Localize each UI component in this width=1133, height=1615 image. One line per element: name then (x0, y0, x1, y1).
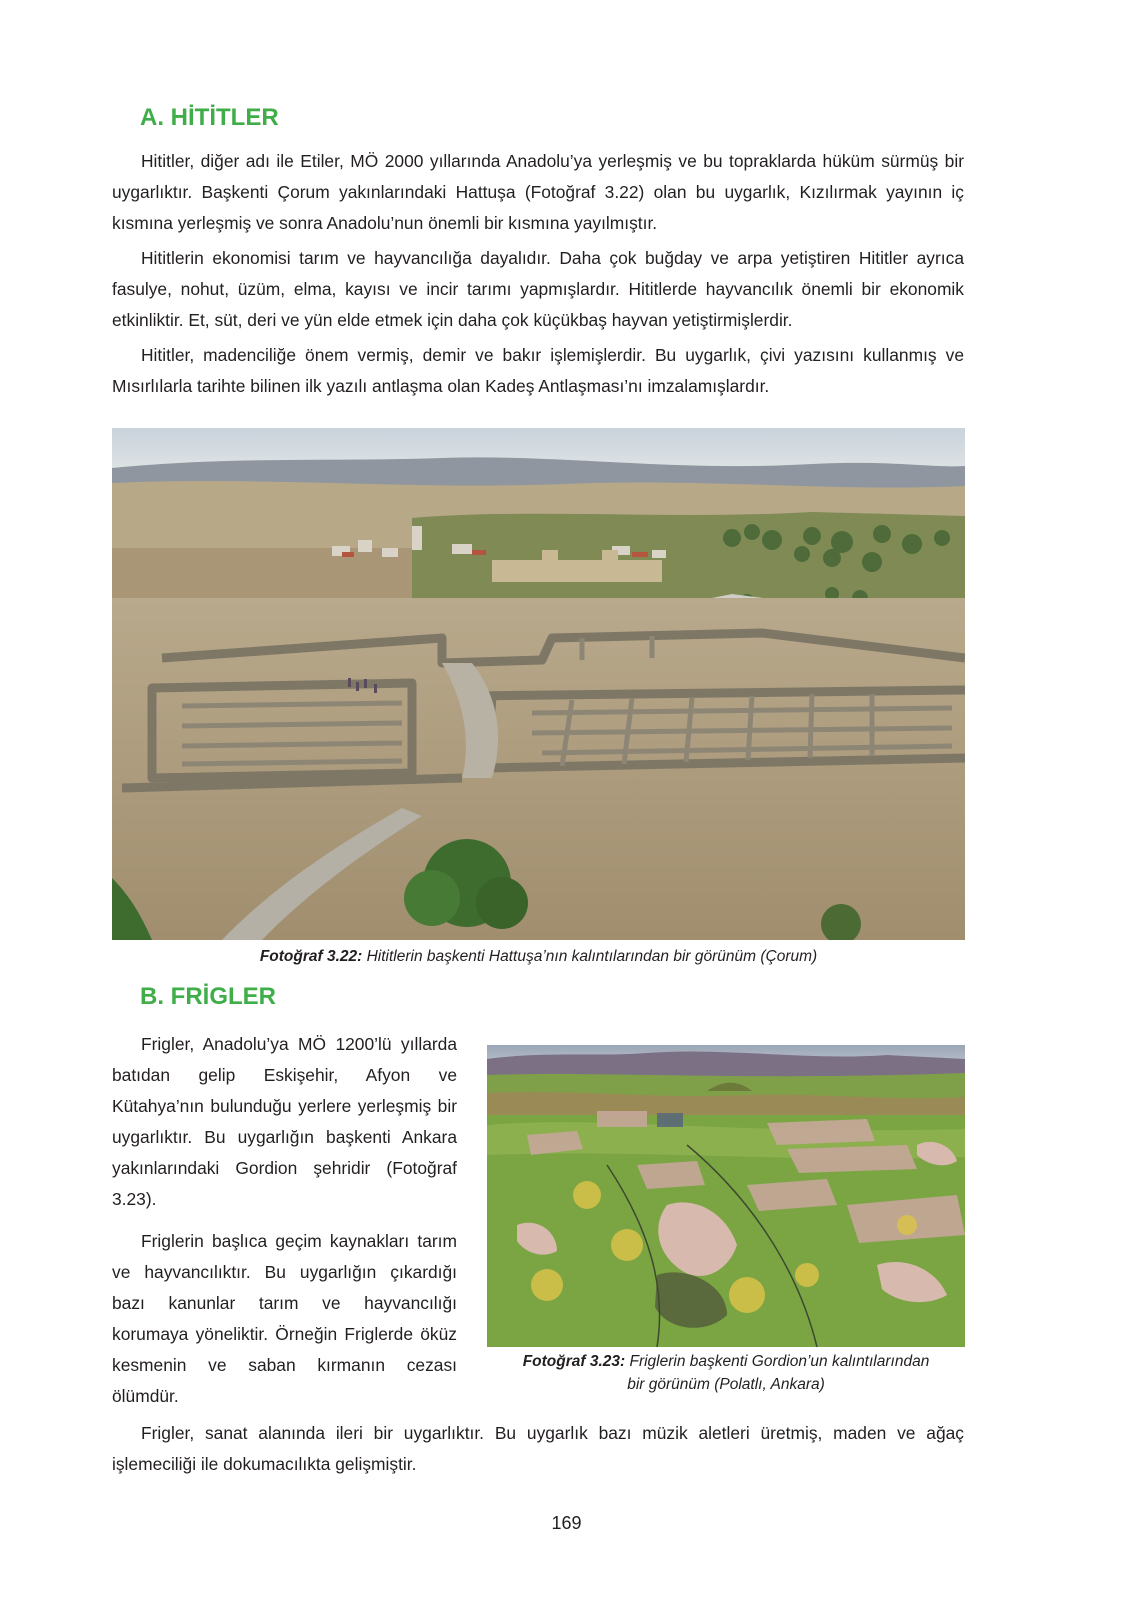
photo-gordion-ruins (487, 1045, 965, 1347)
paragraph-hititler-2: Hititlerin ekonomisi tarım ve hayvancılığa dayalıdır. Daha çok buğday ve arpa yetiştiren Hititler ayrıca fasulye, nohut, üzüm, elma, kayısı ve incir tarımı yapmışlardır. Hititlerde hayvancılık önemli bir ekonomik etkinliktir. Et, süt, deri ve yün elde etmek için daha çok küçükbaş hayvan yetiştirmişlerdir. (112, 248, 964, 330)
photo-label: Fotoğraf 3.23: (522, 1353, 626, 1370)
photo-caption-hattusa (112, 945, 965, 968)
paragraph-hititler-1: Hititler, diğer adı ile Etiler, MÖ 2000 yıllarında Anadolu’ya yerleşmiş ve bu topraklarda hüküm sürmüş bir uygarlıktır. Başkenti Çorum yakınlarındaki Hattuşa (Fotoğraf 3.22) olan bu uygarlık, Kızılırmak yayının iç kısmına yerleşmiş ve sonra Anadolu’nun önemli bir kısmına yayılmıştır. (112, 151, 964, 233)
section-heading-frigler: B. FRİGLER (140, 983, 276, 1010)
paragraph-frigler-2: Friglerin başlıca geçim kaynakları tarım ve hayvancılıktır. Bu uygarlığın çıkardığı bazı kanunlar tarım ve hayvancılığı korumaya yöneliktir. Örneğin Friglerde öküz kesmenin ve saban kırmanın cezası ölümdür. (112, 1231, 457, 1406)
section-heading-hititler: A. HİTİTLER (140, 104, 279, 131)
paragraph-hititler-3: Hititler, madenciliğe önem vermiş, demir ve bakır işlemişlerdir. Bu uygarlık, çivi yazısını kullanmış ve Mısırlılarla tarihte bilinen ilk yazılı antlaşma olan Kadeş Antlaşması’nı imzalamışlardır. (112, 345, 964, 396)
photo-caption-line1: Friglerin başkenti Gordion’un kalıntılarından (629, 1353, 930, 1370)
photo-label: Fotoğraf 3.22: (259, 948, 363, 965)
page-number: 169 (551, 1513, 582, 1533)
photo-caption-gordion (487, 1350, 965, 1396)
paragraph-frigler-1: Frigler, Anadolu’ya MÖ 1200’lü yıllarda batıdan gelip Eskişehir, Afyon ve Kütahya’nın bulunduğu yerlere yerleşmiş bir uygarlıktır. Bu uygarlığın başkenti Ankara yakınlarındaki Gordion şehridir (Fotoğraf 3.23). (112, 1034, 457, 1209)
photo-hattusa-ruins (112, 428, 965, 940)
photo-caption-text: Hititlerin başkenti Hattuşa’nın kalıntılarından bir görünüm (Çorum) (366, 948, 818, 965)
photo-caption-line2: bir görünüm (Polatlı, Ankara) (627, 1376, 825, 1393)
paragraph-frigler-3: Frigler, sanat alanında ileri bir uygarlıktır. Bu uygarlık bazı müzik aletleri üretmiş, maden ve ağaç işlemeciliği ile dokumacılıkta gelişmiştir. (112, 1423, 964, 1474)
